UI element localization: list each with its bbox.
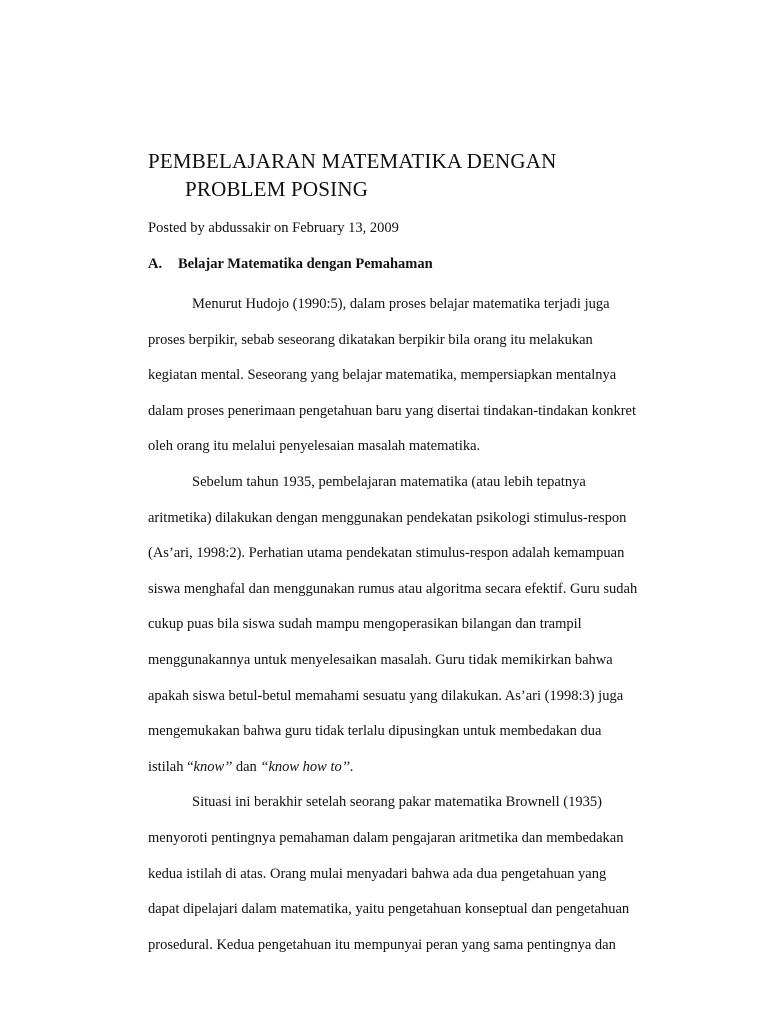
line-text: . (349, 758, 354, 775)
paragraph-line: mengemukakan bahwa guru tidak terlalu dipusingkan untuk membedakan dua (148, 723, 602, 740)
paragraph-line: (As’ari, 1998:2). Perhatian utama pendekatan stimulus-respon adalah kemampuan (148, 545, 625, 562)
section-letter: A. (148, 256, 163, 272)
italic-term-know-how-to: “know how to’’ (260, 758, 350, 775)
section-heading (148, 255, 433, 273)
paragraph-line: proses berpikir, sebab seseorang dikatakan berpikir bila orang itu melakukan (148, 331, 593, 348)
paragraph-line: kedua istilah di atas. Orang mulai menyadari bahwa ada dua pengetahuan yang (148, 865, 607, 882)
document-title (148, 147, 708, 203)
line-text: istilah “ (148, 758, 194, 775)
paragraph-3 (148, 785, 663, 963)
paragraph-line: dapat dipelajari dalam matematika, yaitu pengetahuan konseptual dan pengetahuan (148, 901, 630, 918)
paragraph-2 (148, 465, 663, 785)
title-line-1: PEMBELAJARAN MATEMATIKA DENGAN (148, 149, 557, 173)
body-text (148, 287, 663, 963)
italic-term-know: know’’ (193, 758, 233, 775)
paragraph-line: siswa menghafal dan menggunakan rumus atau algoritma secara efektif. Guru sudah (148, 580, 638, 597)
paragraph-line: dalam proses penerimaan pengetahuan baru yang disertai tindakan-tindakan konkret (148, 402, 636, 419)
paragraph-line: aritmetika) dilakukan dengan menggunakan pendekatan psikologi stimulus-respon (148, 509, 627, 526)
paragraph-line (148, 750, 663, 786)
paragraph-line: apakah siswa betul-betul memahami sesuatu yang dilakukan. As’ari (1998:3) juga (148, 687, 624, 704)
paragraph-line: menggunakannya untuk menyelesaikan masalah. Guru tidak memikirkan bahwa (148, 651, 613, 668)
paragraph-line: Sebelum tahun 1935, pembelajaran matematika (atau lebih tepatnya (192, 473, 586, 490)
line-text: dan (232, 758, 261, 775)
paragraph-1 (148, 287, 663, 465)
posted-by-line: Posted by abdussakir on February 13, 2009 (148, 220, 399, 236)
paragraph-line: kegiatan mental. Seseorang yang belajar matematika, mempersiapkan mentalnya (148, 367, 617, 384)
paragraph-line: menyoroti pentingnya pemahaman dalam pengajaran aritmetika dan membedakan (148, 829, 624, 846)
paragraph-line: cukup puas bila siswa sudah mampu mengoperasikan bilangan dan trampil (148, 616, 582, 633)
paragraph-line: prosedural. Kedua pengetahuan itu mempunyai peran yang sama pentingnya dan (148, 936, 616, 953)
section-heading-text: Belajar Matematika dengan Pemahaman (178, 256, 433, 272)
title-line-2: PROBLEM POSING (185, 177, 369, 201)
paragraph-line: Situasi ini berakhir setelah seorang pakar matematika Brownell (1935) (192, 794, 602, 811)
paragraph-line: oleh orang itu melalui penyelesaian masalah matematika. (148, 438, 481, 455)
paragraph-line: Menurut Hudojo (1990:5), dalam proses belajar matematika terjadi juga (192, 296, 610, 312)
